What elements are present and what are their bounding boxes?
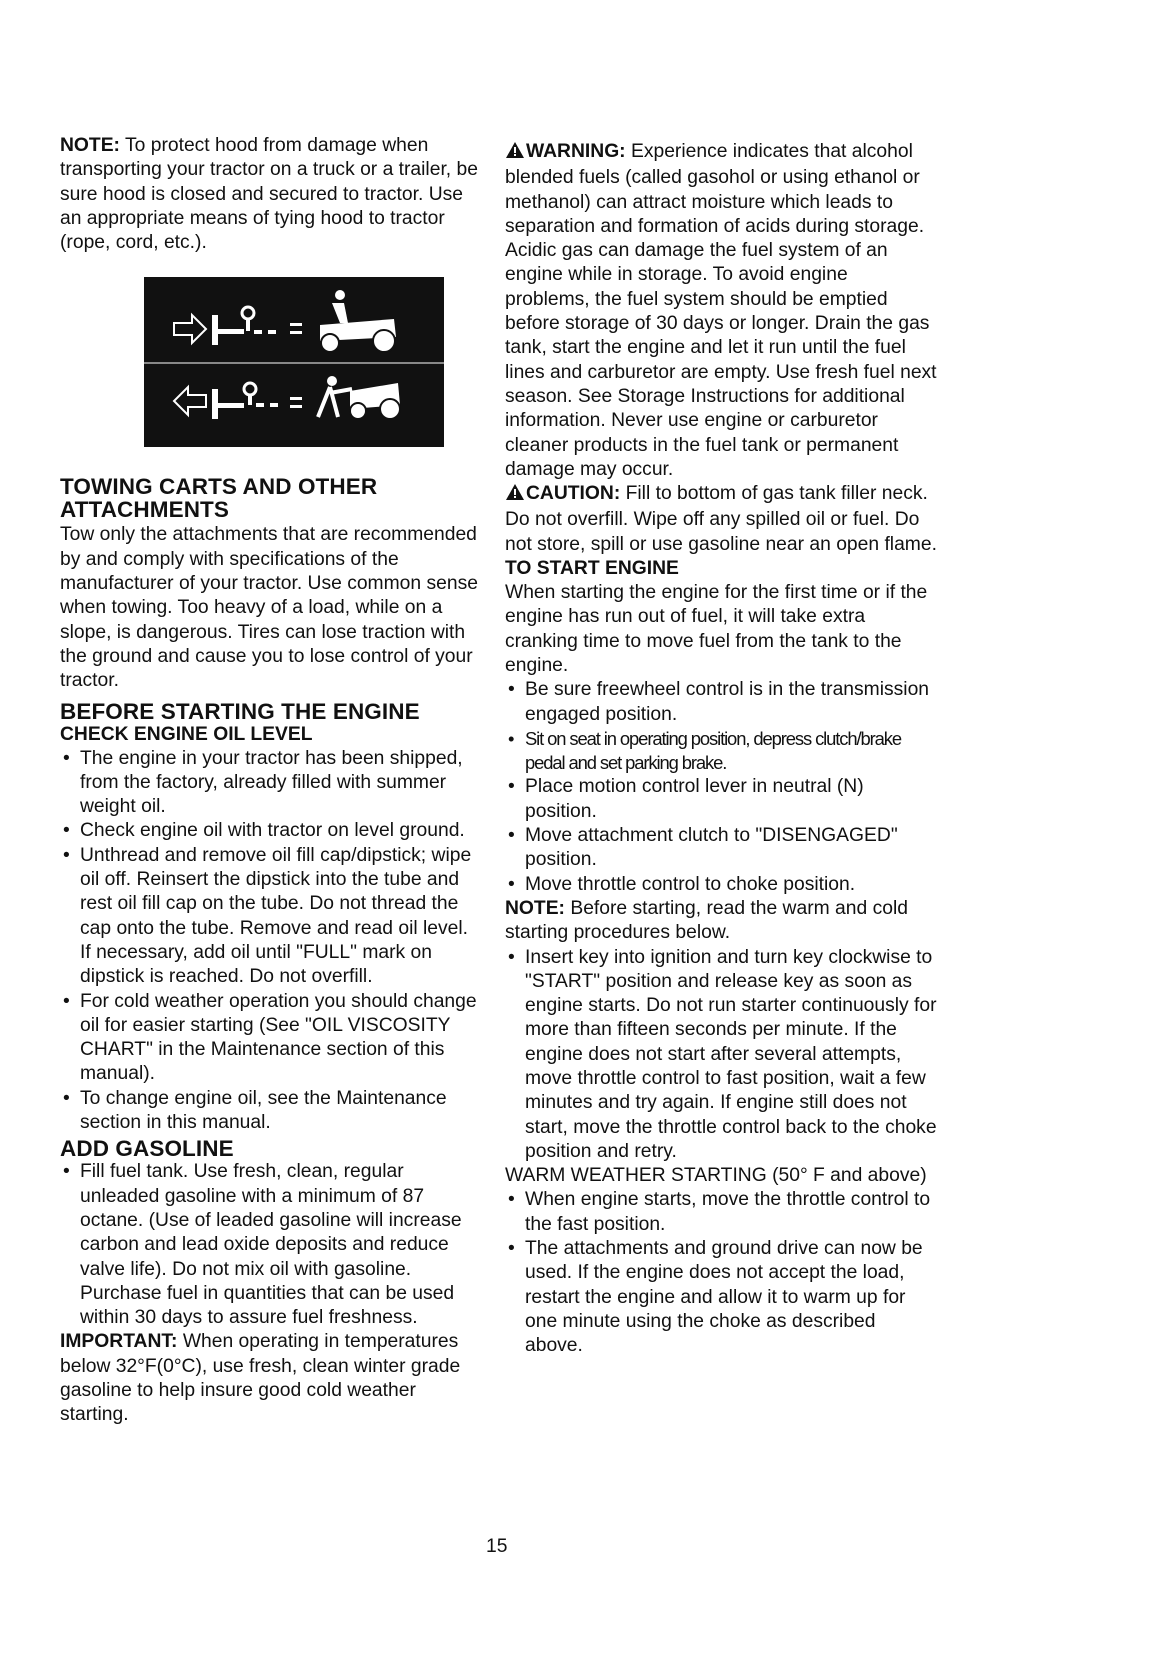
to-start-heading: TO START ENGINE bbox=[505, 558, 679, 580]
important-text: When operating in temperatures below 32°F(0°C), use fresh, clean winter grade gasoline to help insure good cold weather starting. bbox=[60, 1331, 461, 1426]
note-label: NOTE: bbox=[505, 897, 565, 919]
list-item: • Move attachment clutch to "DISENGAGED" position. bbox=[505, 824, 937, 873]
list-item: • When engine starts, move the throttle control to the fast position. bbox=[505, 1188, 937, 1237]
warm-weather-list bbox=[505, 1188, 937, 1358]
note-text: Before starting, read the warm and cold starting procedures below. bbox=[505, 897, 908, 944]
right-column bbox=[505, 140, 937, 1359]
list-item: • To change engine oil, see the Maintenance section in this manual. bbox=[60, 1087, 480, 1136]
list-item: • Place motion control lever in neutral (N) position. bbox=[505, 775, 937, 824]
list-item: • Unthread and remove oil fill cap/dipstick; wipe oil off. Reinsert the dipstick into the tube and rest oil fill cap on the tube. Do not thread the cap onto the tube. Remove and read oil level. If necessary, add oil until "FULL" mark on dipstick is reached. Do not overfill. bbox=[60, 844, 480, 990]
warning-label: WARNING: bbox=[526, 141, 626, 162]
before-starting-heading: BEFORE STARTING THE ENGINE bbox=[60, 698, 420, 724]
list-item: • The attachments and ground drive can now be used. If the engine does not accept the load, restart the engine and allow it to warm up for one minute using the choke as described above. bbox=[505, 1237, 937, 1358]
note-text: To protect hood from damage when transporting your tractor on a truck or a trailer, be sure hood is closed and secured to tractor. Use an appropriate means of tying hood to tractor (rope, cord, etc.). bbox=[60, 135, 478, 254]
hood-note bbox=[60, 134, 480, 255]
warning-triangle-icon bbox=[505, 141, 525, 166]
list-item: • Insert key into ignition and turn key clockwise to "START" position and release key as soon as engine starts. Do not run starter continuously for more than fifteen seconds per minute. If the engine does not start after several attempts, move throttle control to fast position, wait a few minutes and try again. If engine still does not start, move the throttle control back to the choke position and retry. bbox=[505, 946, 937, 1165]
ignition-list bbox=[505, 946, 937, 1165]
hood-tow-diagram bbox=[144, 277, 444, 447]
check-oil-subheading: CHECK ENGINE OIL LEVEL bbox=[60, 723, 313, 745]
list-item: • For cold weather operation you should change oil for easier starting (See "OIL VISCOSITY CHART" in the Maintenance section of this manual). bbox=[60, 990, 480, 1087]
caution-text: Fill to bottom of gas tank filler neck. Do not overfill. Wipe off any spilled oil or fuel. Do not store, spill or use gasoline near an open flame. bbox=[505, 483, 937, 555]
warning-triangle-icon bbox=[505, 483, 525, 508]
start-steps-list bbox=[505, 678, 937, 897]
list-item: • Sit on seat in operating position, depress clutch/brake pedal and set parking brake. bbox=[505, 727, 937, 776]
gasoline-list bbox=[60, 1160, 480, 1330]
to-start-intro: When starting the engine for the first time or if the engine has run out of fuel, it will take extra cranking time to move fuel from the tank to the engine. bbox=[505, 582, 928, 676]
left-column bbox=[60, 134, 480, 1428]
warning-text: Experience indicates that alcohol blended fuels (called gasohol or using ethanol or methanol) can attract moisture which leads to separation and formation of acids during storage. Acidic gas can damage the fuel system of an engine while in storage. To avoid engine problems, the fuel system should be emptied before storage of 30 days or longer. Drain the gas tank, start the engine and let it run until the fuel lines and carburetor are empty. Use fresh fuel next season. See Storage Instructions for additional information. Never use engine or carburetor cleaner products in the fuel tank or permanent damage may occur. bbox=[505, 141, 937, 480]
oil-check-list bbox=[60, 747, 480, 1136]
important-label: IMPORTANT: bbox=[60, 1331, 178, 1353]
list-item: • Move throttle control to choke position. bbox=[505, 873, 937, 897]
page-number: 15 bbox=[486, 1536, 508, 1557]
list-item: • Check engine oil with tractor on level ground. bbox=[60, 819, 480, 843]
list-item: • Be sure freewheel control is in the transmission engaged position. bbox=[505, 678, 937, 727]
caution-label: CAUTION: bbox=[526, 483, 621, 505]
warning-block bbox=[505, 140, 937, 482]
towing-heading: TOWING CARTS AND OTHER ATTACHMENTS bbox=[60, 474, 378, 523]
caution-block bbox=[505, 482, 937, 557]
start-note bbox=[505, 897, 937, 946]
important-note bbox=[60, 1330, 480, 1427]
add-gasoline-heading: ADD GASOLINE bbox=[60, 1136, 234, 1162]
list-item: • The engine in your tractor has been shipped, from the factory, already filled with summer weight oil. bbox=[60, 747, 480, 820]
towing-text: Tow only the attachments that are recommended by and comply with specifications of the manufacturer of your tractor. Use common sense when towing. Too heavy of a load, while on a slope, is dangerous. Tires can lose traction with the ground and cause you to lose control of your tractor. bbox=[60, 524, 478, 692]
note-label: NOTE: bbox=[60, 135, 120, 156]
warm-weather-heading: WARM WEATHER STARTING (50° F and above) bbox=[505, 1165, 927, 1187]
list-item: • Fill fuel tank. Use fresh, clean, regular unleaded gasoline with a minimum of 87 octane. (Use of leaded gasoline will increase carbon and lead oxide deposits and reduce valve life). Do not mix oil with gasoline. Purchase fuel in quantities that can be used within 30 days to assure fuel freshness. bbox=[60, 1160, 480, 1330]
